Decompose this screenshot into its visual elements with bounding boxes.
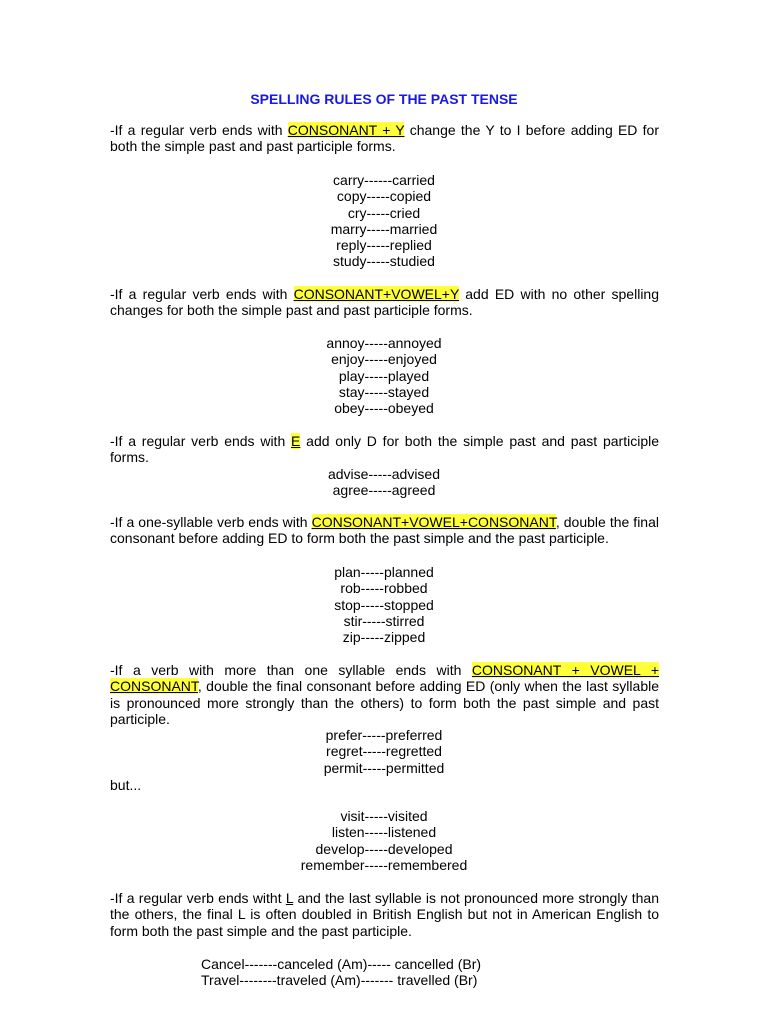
example-item: cry-----cried [347,204,421,221]
example-item: Travel--------traveled (Am)------- travelled (Br) [201,972,478,989]
example-list [0,727,768,776]
rule-text: , double the final consonant before adding ED to form both the past simple and the past participle. [110,514,659,547]
example-item: prefer-----preferred [325,727,443,743]
highlighted-pattern: CONSONANT + VOWEL + CONSONANT [110,662,660,695]
rule-text: and the last syllable is not pronounced more strongly than the others, the final L is often doubled in British English but not in American English to form both the past simple and the past participle. [110,890,659,939]
highlighted-pattern: CONSONANT+VOWEL+CONSONANT [311,514,556,530]
example-list [0,466,768,499]
rule-ends-with-e [110,433,659,466]
example-item: stir-----stirred [343,612,425,629]
example-item: permit-----permitted [323,759,445,776]
counter-example-list [0,808,768,873]
rule-consonant-y [110,122,659,155]
example-item: carry------carried [333,172,435,188]
rule-text: -If a regular verb ends with [110,122,288,138]
example-item: annoy-----annoyed [326,335,442,351]
example-item: play-----played [338,367,430,384]
example-item: marry-----married [330,220,438,237]
highlighted-pattern: CONSONANT+VOWEL+Y [293,286,460,302]
rule-text: add ED with no other spelling changes for both the simple past and past participle forms. [110,286,659,319]
rule-text: -If a regular verb ends with [110,433,292,449]
rule-consonant-vowel-y [110,286,659,319]
example-list [0,335,768,416]
example-item: study-----studied [333,253,435,270]
example-item: visit-----visited [340,808,428,824]
example-item: reply-----replied [336,237,432,254]
example-item: plan-----planned [334,564,434,580]
example-list [201,956,481,989]
rule-text: add only D for both the simple past and past participle forms. [110,433,660,466]
highlighted-pattern: CONSONANT + Y [287,122,405,138]
rule-text: change the Y to I before adding ED for both the simple past and past participle forms. [110,122,660,155]
example-item: regret-----regretted [326,743,442,760]
example-item: advise-----advised [327,466,441,482]
rule-one-syllable-cvc [110,514,659,547]
example-list [0,564,768,645]
example-item: copy-----copied [336,188,432,205]
rule-multi-syllable-cvc [110,662,659,728]
underlined-letter: L [285,890,294,906]
example-list [0,172,768,270]
example-item: agree-----agreed [332,482,436,499]
example-item: stay-----stayed [338,383,430,400]
example-item: listen-----listened [331,824,437,841]
rule-text: -If a regular verb ends witht [110,890,286,906]
highlighted-pattern: E [291,433,301,449]
example-item: stop-----stopped [334,596,434,613]
example-item: enjoy-----enjoyed [331,351,437,368]
rule-text: -If a verb with more than one syllable ends with [110,662,472,678]
example-item: zip-----zipped [342,629,426,646]
but-label: but... [110,777,142,793]
rule-text: , double the final consonant before adding ED (only when the last syllable is pronounced more strongly than the others) to form both the past simple and past participle. [110,678,659,728]
example-item: Cancel-------canceled (Am)----- cancelled (Br) [201,956,482,972]
page-title: SPELLING RULES OF THE PAST TENSE [250,91,518,107]
example-item: develop-----developed [315,840,453,857]
example-item: remember-----remembered [300,856,468,873]
example-item: obey-----obeyed [334,400,434,417]
rule-ends-with-l [110,890,659,939]
rule-text: -If a one-syllable verb ends with [110,514,312,530]
rule-text: -If a regular verb ends with [110,286,294,302]
example-item: rob-----robbed [340,580,428,597]
